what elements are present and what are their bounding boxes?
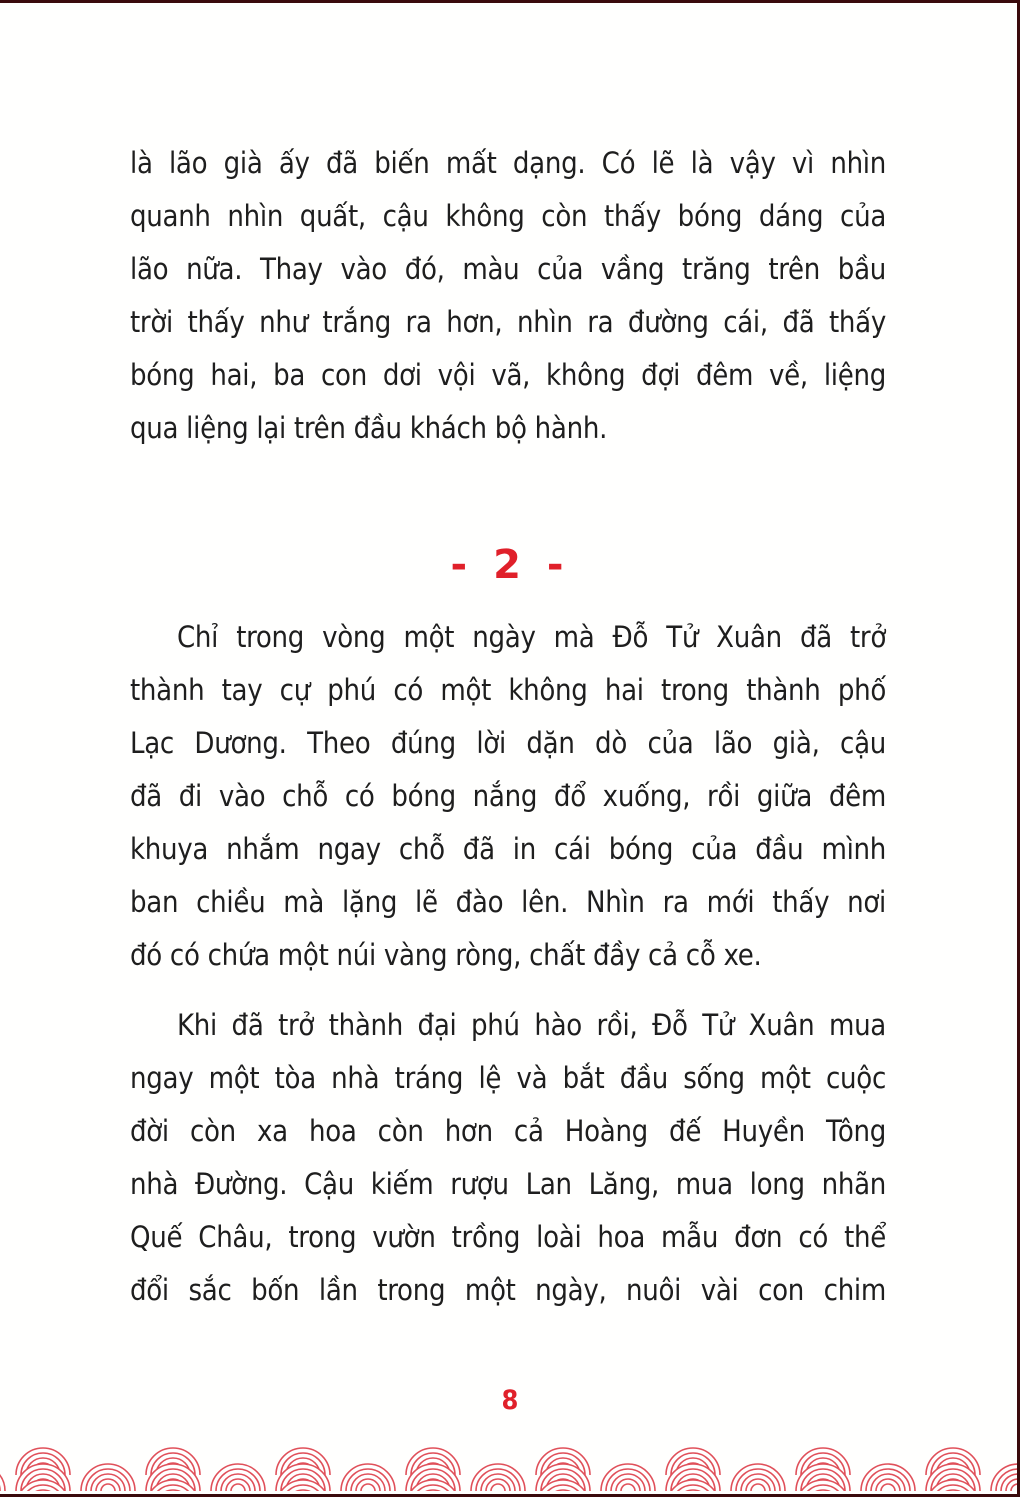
page-number: 8: [501, 1385, 519, 1416]
text-line: lão nữa. Thay vào đó, màu của vầng trăng trên bầu: [130, 252, 886, 286]
text-line: đổi sắc bốn lần trong một ngày, nuôi vài con chim: [130, 1273, 886, 1307]
paragraph-1: [130, 137, 886, 455]
text-line: khuya nhắm ngay chỗ đã in cái bóng của đầu mình: [130, 832, 886, 866]
text-line: Quế Châu, trong vườn trồng loài hoa mẫu đơn có thể: [130, 1220, 886, 1254]
text-line: đời còn xa hoa còn hơn cả Hoàng đế Huyền Tông: [130, 1114, 886, 1148]
section-number-heading: - 2 -: [450, 542, 570, 588]
text-line: là lão già ấy đã biến mất dạng. Có lẽ là vậy vì nhìn: [130, 146, 886, 180]
text-line: ban chiều mà lặng lẽ đào lên. Nhìn ra mới thấy nơi: [130, 885, 886, 919]
text-line: thành tay cự phú có một không hai trong thành phố: [130, 673, 886, 707]
text-line: trời thấy như trắng ra hơn, nhìn ra đường cái, đã thấy: [130, 305, 886, 339]
paragraph-2: [130, 611, 886, 982]
text-line: đó có chứa một núi vàng ròng, chất đầy cả cỗ xe.: [130, 938, 762, 972]
text-line: nhà Đường. Cậu kiếm rượu Lan Lăng, mua long nhãn: [130, 1167, 886, 1201]
text-line: Khi đã trở thành đại phú hào rồi, Đỗ Tử Xuân mua: [177, 1008, 886, 1042]
text-line: Chỉ trong vòng một ngày mà Đỗ Tử Xuân đã trở: [177, 620, 886, 654]
text-line: qua liệng lại trên đầu khách bộ hành.: [130, 411, 608, 445]
seigaiha-wave-decoration: [0, 1429, 1017, 1491]
paragraph-3: [130, 999, 886, 1317]
text-line: bóng hai, ba con dơi vội vã, không đợi đêm về, liệng: [130, 358, 886, 392]
text-line: ngay một tòa nhà tráng lệ và bắt đầu sống một cuộc: [130, 1061, 886, 1095]
text-line: đã đi vào chỗ có bóng nắng đổ xuống, rồi giữa đêm: [130, 779, 886, 813]
text-line: quanh nhìn quất, cậu không còn thấy bóng dáng của: [130, 199, 886, 233]
text-line: Lạc Dương. Theo đúng lời dặn dò của lão già, cậu: [130, 726, 886, 760]
